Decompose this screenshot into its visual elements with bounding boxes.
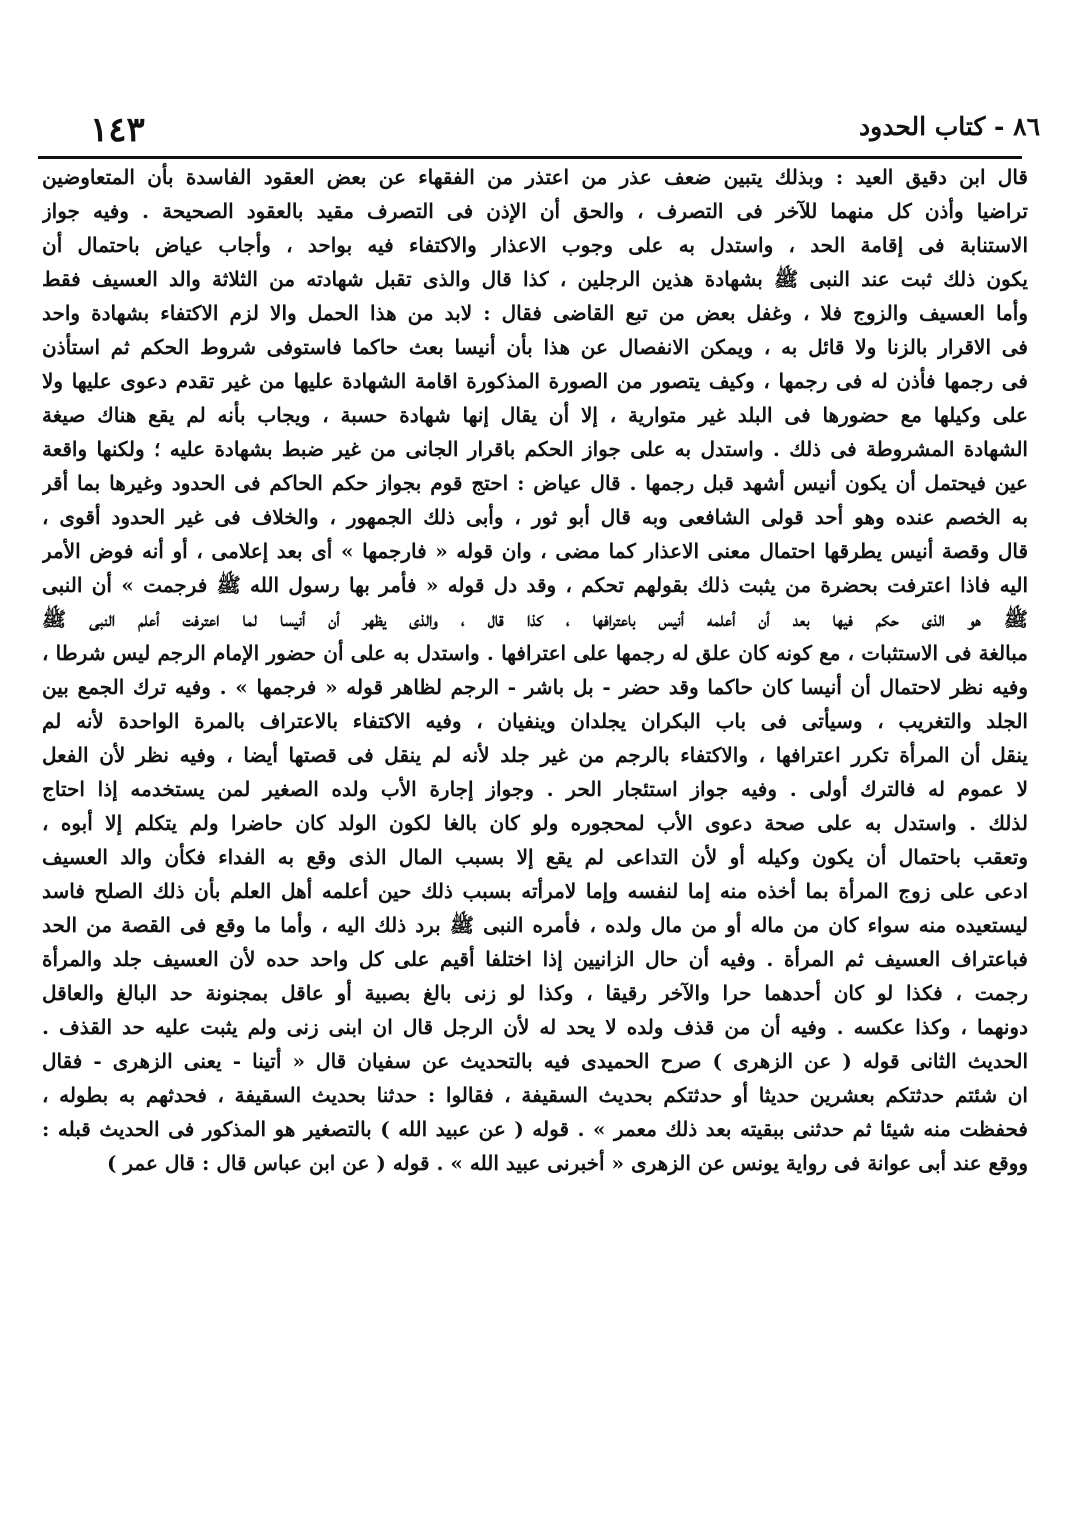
page-number: ١٤٣ — [90, 110, 145, 150]
chapter-title: ٨٦ - كتاب الحدود — [859, 112, 1040, 141]
text-line: الشهادة المشروطة فى ذلك . واستدل به على جواز الحكم باقرار الجانى من غير ضبط بشهادة عليه ؛ ولكنها واقعة — [42, 437, 1028, 461]
text-line: تراضيا وأذن كل منهما للآخر فى التصرف ، والحق أن الإذن فى التصرف مقيد بالعقود الصحيحة . وفيه جواز — [42, 199, 1028, 223]
text-line: فى الاقرار بالزنا ولا قائل به ، ويمكن الانفصال عن هذا بأن أنيسا بعث حاكما فاستوفى شروط الحكم ثم استأذن — [42, 335, 1028, 359]
text-line: فحفظت منه شيئا ثم حدثنى ببقيته بعد ذلك معمر » . قوله ( عن عبيد الله ) بالتصغير هو المذكور فى الحديث قبله : — [42, 1117, 1028, 1141]
text-line: وفيه نظر لاحتمال أن أنيسا كان حاكما وقد حضر - بل باشر - الرجم لظاهر قوله « فرجمها » . وفيه ترك الجمع بين — [42, 675, 1028, 699]
text-line: دونهما ، وكذا عكسه . وفيه أن من قذف ولده لا يحد له لأن الرجل قال ان ابنى زنى ولم يثبت عليه حد القذف . — [42, 1015, 1028, 1039]
text-line: مبالغة فى الاستثبات ، مع كونه كان علق له رجمها على اعترافها . واستدل به على أن حضور الإمام الرجم ليس شرطا ، — [42, 641, 1028, 665]
text-line: لذلك . واستدل به على صحة دعوى الأب لمحجوره ولو كان بالغا لكون الولد كان حاضرا ولم يتكلم إلا أبوه ، — [42, 811, 1028, 835]
header-rule — [38, 156, 1022, 159]
text-line: الاستنابة فى إقامة الحد ، واستدل به على وجوب الاعذار والاكتفاء فيه بواحد ، وأجاب عياض باحتمال أن — [42, 233, 1028, 257]
page-header — [40, 108, 1040, 156]
body-text — [42, 160, 1028, 1180]
text-line: ليستعيده منه سواء كان من ماله أو من مال ولده ، فأمره النبى ﷺ برد ذلك اليه ، وأما ما وقع فى القصة من الحد — [42, 913, 1028, 937]
text-line: ادعى على زوج المرأة بما أخذه منه إما لنفسه وإما لامرأته بسبب ذلك حين أعلمه أهل العلم بأن ذلك الصلح فاسد — [42, 879, 1028, 903]
text-line: الحديث الثانى قوله ( عن الزهرى ) صرح الحميدى فيه بالتحديث عن سفيان قال « أتينا - يعنى الزهرى - فقال — [42, 1049, 1028, 1073]
text-line: على وكيلها مع حضورها فى البلد غير متوارية ، إلا أن يقال إنها شهادة حسبة ، ويجاب بأنه لم يقع هناك صيغة — [42, 403, 1028, 427]
text-line: قال ابن دقيق العيد : وبذلك يتبين ضعف عذر من اعتذر من الفقهاء عن بعض العقود الفاسدة بأن المتعاوضين — [42, 165, 1028, 189]
text-line: فباعتراف العسيف ثم المرأة . وفيه أن حال الزانيين إذا اختلفا أقيم على كل واحد حده لأن العسيف جلد والمرأة — [42, 947, 1028, 971]
text-line: يكون ذلك ثبت عند النبى ﷺ بشهادة هذين الرجلين ، كذا قال والذى تقبل شهادته من الثلاثة والد العسيف فقط — [42, 267, 1028, 291]
text-line: الجلد والتغريب ، وسيأتى فى باب البكران يجلدان وينفيان ، وفيه الاكتفاء بالاعتراف بالمرة الواحدة لأنه لم — [42, 709, 1028, 733]
text-line: قال وقصة أنيس يطرقها احتمال معنى الاعذار كما مضى ، وان قوله « فارجمها » أى بعد إعلامى ، أو أنه فوض الأمر — [42, 539, 1028, 563]
text-line: فى رجمها فأذن له فى رجمها ، وكيف يتصور من الصورة المذكورة اقامة الشهادة عليها من غير تقدم دعوى عليها ولا — [42, 369, 1028, 393]
text-line: وتعقب باحتمال أن يكون وكيله أو لأن التداعى لم يقع إلا بسبب المال الذى وقع به الفداء فكأن والد العسيف — [42, 845, 1028, 869]
text-line: وأما العسيف والزوج فلا ، وغفل بعض من تبع القاضى فقال : لابد من هذا الحمل والا لزم الاكتفاء بشهادة واحد — [42, 301, 1028, 325]
text-line: لا عموم له فالترك أولى . وفيه جواز استئجار الحر . وجواز إجارة الأب ولده الصغير لمن يستخدمه إذا احتاج — [42, 777, 1028, 801]
text-line: ينقل أن المرأة تكرر اعترافها ، والاكتفاء بالرجم من غير جلد لأنه لم ينقل فى قصتها أيضا ، وفيه نظر لأن الفعل — [42, 743, 1028, 767]
text-line: به الخصم عنده وهو أحد قولى الشافعى وبه قال أبو ثور ، وأبى ذلك الجمهور ، والخلاف فى غير الحدود أقوى ، — [42, 505, 1028, 529]
text-line: عين فيحتمل أن يكون أنيس أشهد قبل رجمها . قال عياض : احتج قوم بجواز حكم الحاكم فى الحدود وغيرها بما أقر — [42, 471, 1028, 495]
text-line: ان شئتم حدثتكم بعشرين حديثا أو حدثتكم بحديث السقيفة ، فقالوا : حدثنا بحديث السقيفة ، فحدثهم به بطوله ، — [42, 1083, 1028, 1107]
text-line: ﷺ هو الذى حكم فيها بعد أن أعلمه أنيس باعترافها ، كذا قال ، والذى يظهر أن أنيسا لما اعترفت أعلم النبى ﷺ — [42, 607, 1028, 631]
text-line: رجمت ، فكذا لو كان أحدهما حرا والآخر رقيقا ، وكذا لو زنى بالغ بصبية أو عاقل بمجنونة حد البالغ والعاقل — [42, 981, 1028, 1005]
text-line: اليه فاذا اعترفت بحضرة من يثبت ذلك بقولهم تحكم ، وقد دل قوله « فأمر بها رسول الله ﷺ فرجمت » أن النبى — [42, 573, 1028, 597]
text-line: ووقع عند أبى عوانة فى رواية يونس عن الزهرى « أخبرنى عبيد الله » . قوله ( عن ابن عباس قال : قال عمر ) — [106, 1151, 1028, 1175]
